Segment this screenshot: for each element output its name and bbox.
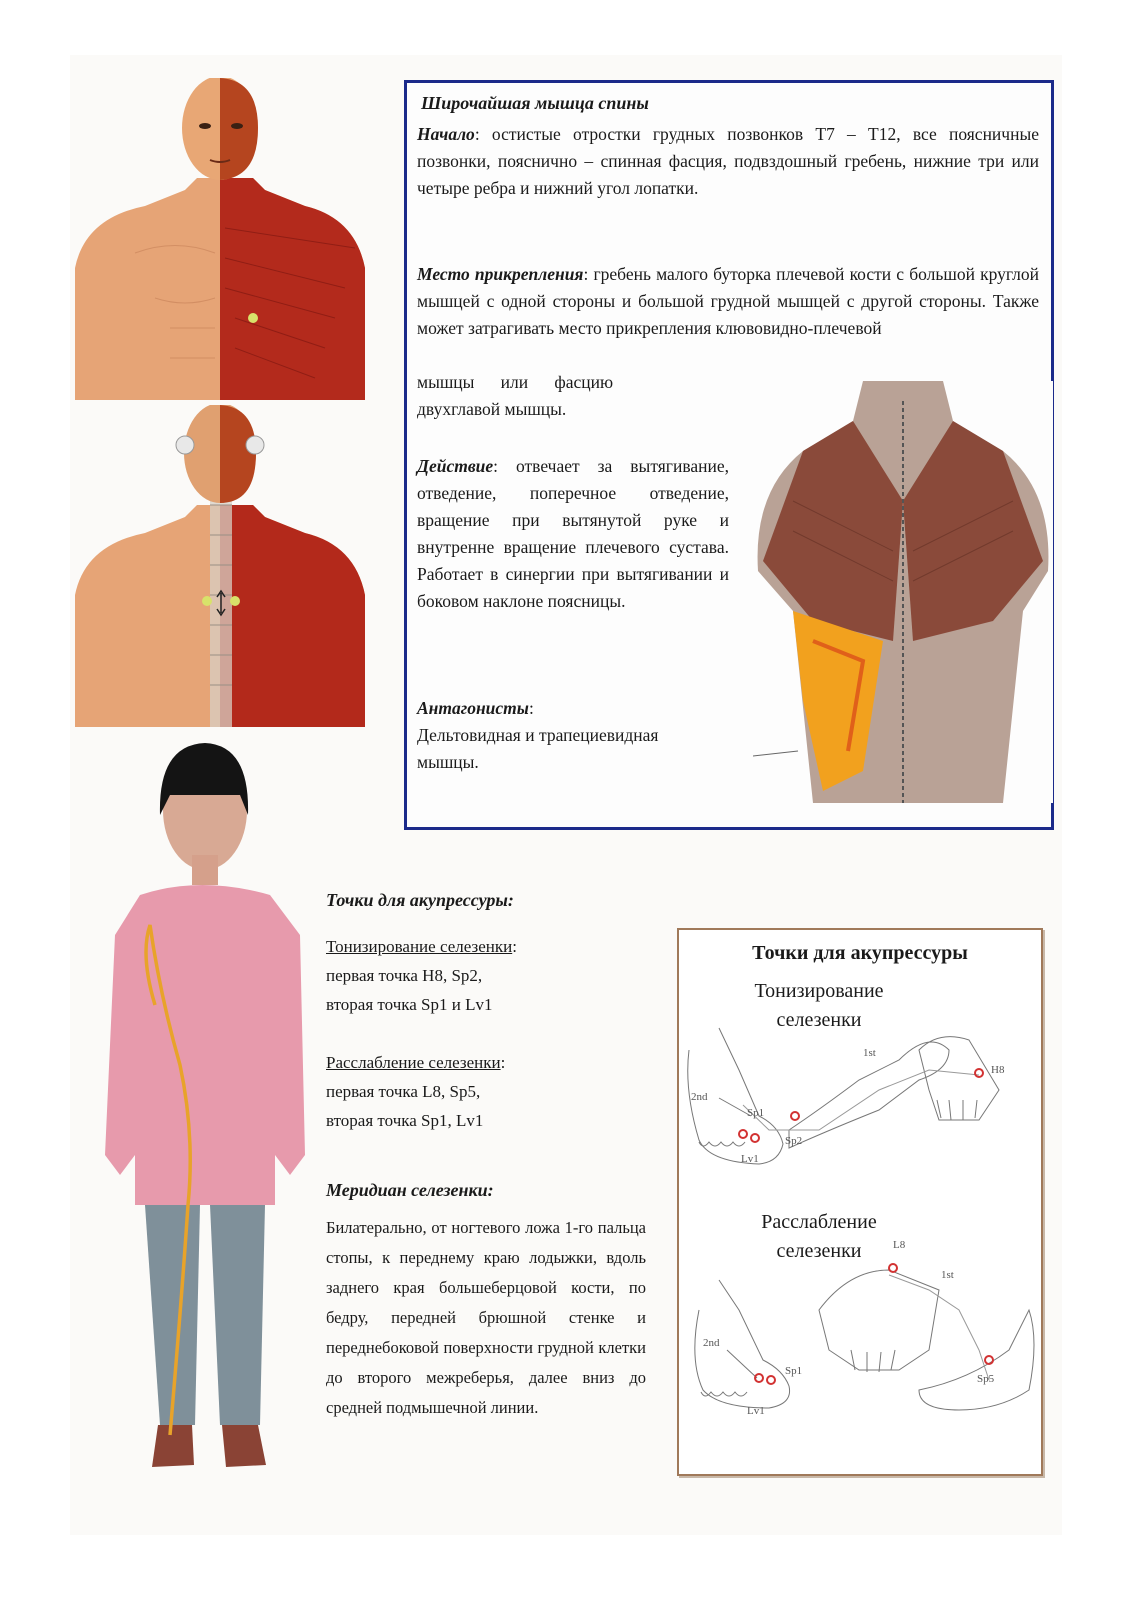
label-sp5: Sp5 xyxy=(977,1373,995,1385)
tonify-block xyxy=(326,932,517,1019)
action-paragraph xyxy=(417,453,729,615)
chart-tonify-line-1: Тонизирование xyxy=(754,980,884,1002)
label-1st-top: 1st xyxy=(863,1047,876,1059)
sedate-line-1: первая точка L8, Sp5, xyxy=(326,1082,481,1101)
hand-top-right xyxy=(919,1037,999,1120)
label-1st-bottom: 1st xyxy=(941,1269,954,1281)
label-2nd-bottom: 2nd xyxy=(703,1337,720,1349)
chart-sedate-line-2: селезенки xyxy=(776,1240,862,1262)
front-torso-svg xyxy=(75,78,365,400)
insertion-text: : гребень малого буторка плечевой кости с большой круглой мышцей с одной стороны и большой грудной мышцей с другой стороны. Также может затрагивать место прикрепления клювовидно-плечевой xyxy=(417,264,1040,338)
acupressure-chart-box xyxy=(677,928,1043,1476)
tonify-line-1: первая точка H8, Sp2, xyxy=(326,966,483,985)
meridian-text: Билатерально, от ногтевого ложа 1-го пальца стопы, к переднему краю лодыжки, вдоль заднего края большеберцовой кости, по бедру, передней брюшной стенке и переднебоковой поверхности грудной клетки до второго межреберья, далее вниз до средней подмышечной линии. xyxy=(326,1218,646,1417)
foot-bottom-right xyxy=(919,1310,1034,1410)
tonify-title: Тонизирование селезенки xyxy=(326,937,513,956)
back-muscles-svg xyxy=(753,381,1053,803)
origin-label: Начало xyxy=(417,124,475,144)
label-sp1-top: Sp1 xyxy=(747,1107,765,1119)
front-torso-anatomy-illustration xyxy=(75,78,365,400)
antagonists-colon: : xyxy=(528,698,534,718)
woman-meridian-photo xyxy=(100,735,312,1485)
insertion-label: Место прикрепления xyxy=(417,264,584,284)
label-lv1-bottom: Lv1 xyxy=(747,1405,765,1417)
sedate-colon: : xyxy=(500,1053,506,1072)
antagonists-label: Антагонисты xyxy=(417,698,529,718)
action-text: : отвечает за вытягивание, отведение, поперечное отведение, вращение при вытянутой руке и внутренне вращение плечевого сустава. Работает в синергии при вытягивании и боковом наклоне поясницы. xyxy=(417,456,729,611)
acupressure-heading: Точки для акупрессуры: xyxy=(326,890,514,910)
sedate-title: Расслабление селезенки xyxy=(326,1053,501,1072)
acupressure-diagram-svg xyxy=(679,930,1045,1478)
label-sp2: Sp2 xyxy=(785,1135,803,1147)
insertion-paragraph xyxy=(417,261,1039,342)
back-muscles-illustration xyxy=(753,381,1053,803)
label-sp1-bottom: Sp1 xyxy=(785,1365,803,1377)
label-2nd-top: 2nd xyxy=(691,1091,708,1103)
meridian-heading: Меридиан селезенки: xyxy=(326,1180,494,1200)
chart-title: Точки для акупрессуры xyxy=(752,942,968,964)
sedate-block xyxy=(326,1048,505,1135)
origin-paragraph xyxy=(417,121,1039,202)
latissimus-description-box xyxy=(404,80,1054,830)
tonify-line-2: вторая точка Sp1 и Lv1 xyxy=(326,995,493,1014)
antagonists-text: Дельтовидная и трапециевидная мышцы. xyxy=(417,725,659,772)
hand-bottom-middle xyxy=(819,1270,939,1370)
label-lv1-top: Lv1 xyxy=(741,1153,759,1165)
action-label: Действие xyxy=(417,456,494,476)
chart-tonify-line-2: селезенки xyxy=(776,1009,862,1031)
insertion-continuation-2: двухглавой мышцы. xyxy=(417,399,567,419)
chart-sedate-line-1: Расслабление xyxy=(761,1211,877,1233)
label-h8: H8 xyxy=(991,1064,1005,1076)
tonify-colon: : xyxy=(512,937,517,956)
insertion-continuation-1: мышцы или фасцию xyxy=(417,372,614,392)
woman-photo-svg xyxy=(100,735,312,1485)
origin-text: : остистые отростки грудных позвонков Т7 – Т12, все поясничные позвонки, пояснично – спинная фасция, подвздошный гребень, нижние три или четыре ребра и нижний угол лопатки. xyxy=(417,124,1039,198)
back-torso-anatomy-illustration xyxy=(75,405,365,727)
antagonists-heading xyxy=(417,695,729,722)
back-torso-svg xyxy=(75,405,365,727)
sedate-line-2: вторая точка Sp1, Lv1 xyxy=(326,1111,484,1130)
muscle-title: Широчайшая мышца спины xyxy=(421,93,649,113)
label-l8: L8 xyxy=(893,1239,906,1251)
